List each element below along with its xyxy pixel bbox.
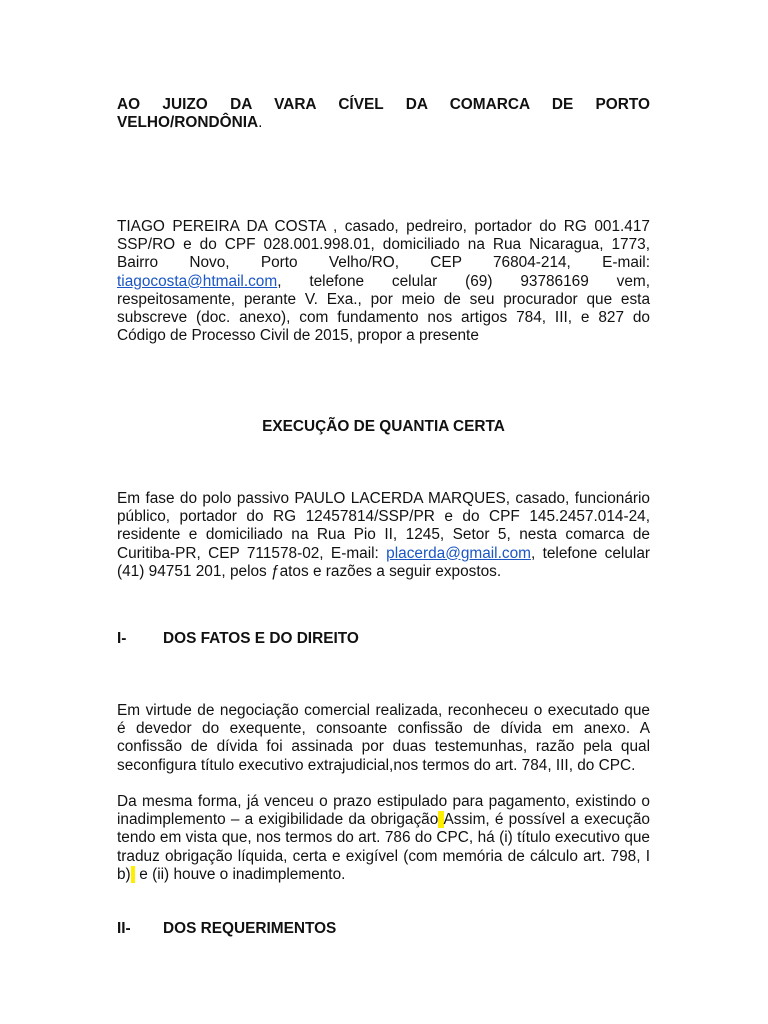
action-title: EXECUÇÃO DE QUANTIA CERTA xyxy=(262,418,505,435)
section-number: I- xyxy=(117,630,127,647)
plaintiff-email-link[interactable]: tiagocosta@htmail.com xyxy=(117,272,278,290)
plaintiff-text: TIAGO PEREIRA DA COSTA , casado, pedreiro, portador do RG 001.417 SSP/RO e do CPF 028.001.998.01, domiciliado na Rua Nicaragua, 1773, Bairro Novo, Porto Velho/RO, CEP 76804-214, E-mail: xyxy=(117,218,650,272)
section-heading-facts xyxy=(117,630,359,648)
defendant-email-link[interactable]: placerda@gmail.com xyxy=(386,544,531,562)
law-text-part2: Assim, é possível a execução tendo em vista que, nos termos do art. 786 do CPC, há (i) título executivo que traduz obrigação líquida, certa e exigível (com memória de cálculo art. 798, I b) xyxy=(117,811,650,883)
section-number: II- xyxy=(117,920,131,937)
facts-paragraph: Em virtude de negociação comercial realizada, reconheceu o executado que é devedor do exequente, consoante confissão de dívida em anexo. A confissão de dívida foi assinada por duas testemunhas, razão pela qual seconfigura título executivo extrajudicial,nos termos do art. 784, III, do CPC. xyxy=(117,702,650,774)
defendant-text: Em fase do polo passivo PAULO LACERDA MARQUES, casado, funcionário público, portador do RG 12457814/SSP/PR e do CPF 145.2457.014-24, residente e domiciliado na Rua Pio II, 1245, Setor 5, nesta comarca de Curitiba-PR, CEP 711578-02, E-mail: xyxy=(117,490,650,562)
law-paragraph xyxy=(117,793,650,884)
law-text-part3: e (ii) houve o inadimplemento. xyxy=(134,865,346,883)
plaintiff-text-continued: , telefone celular (69) 93786169 vem, respeitosamente, perante V. Exa., por meio de seu procurador que esta subscreve (doc. anexo), com fundamento nos artigos 784, III, e 827 do Código de Processo Civil de 2015, propor a presente xyxy=(117,272,650,345)
section-title: DOS FATOS E DO DIREITO xyxy=(163,630,359,647)
defendant-paragraph xyxy=(117,490,650,581)
addressee-line2-suffix: . xyxy=(258,114,263,132)
plaintiff-paragraph xyxy=(117,218,650,345)
addressee-block xyxy=(117,96,650,132)
defendant-text-continued: , telefone celular (41) 94751 201, pelos ƒatos e razões a seguir expostos. xyxy=(117,544,651,580)
addressee-line2: VELHO/RONDÔNIA xyxy=(117,114,259,132)
section-heading-requirements xyxy=(117,920,336,938)
section-title: DOS REQUERIMENTOS xyxy=(163,920,337,937)
law-text-part1: Da mesma forma, já venceu o prazo estipulado para pagamento, existindo o inadimplemento – a exigibilidade da obrigação xyxy=(117,793,650,829)
addressee-line1: AO JUIZO DA VARA CÍVEL DA COMARCA DE PORTO xyxy=(117,96,650,113)
